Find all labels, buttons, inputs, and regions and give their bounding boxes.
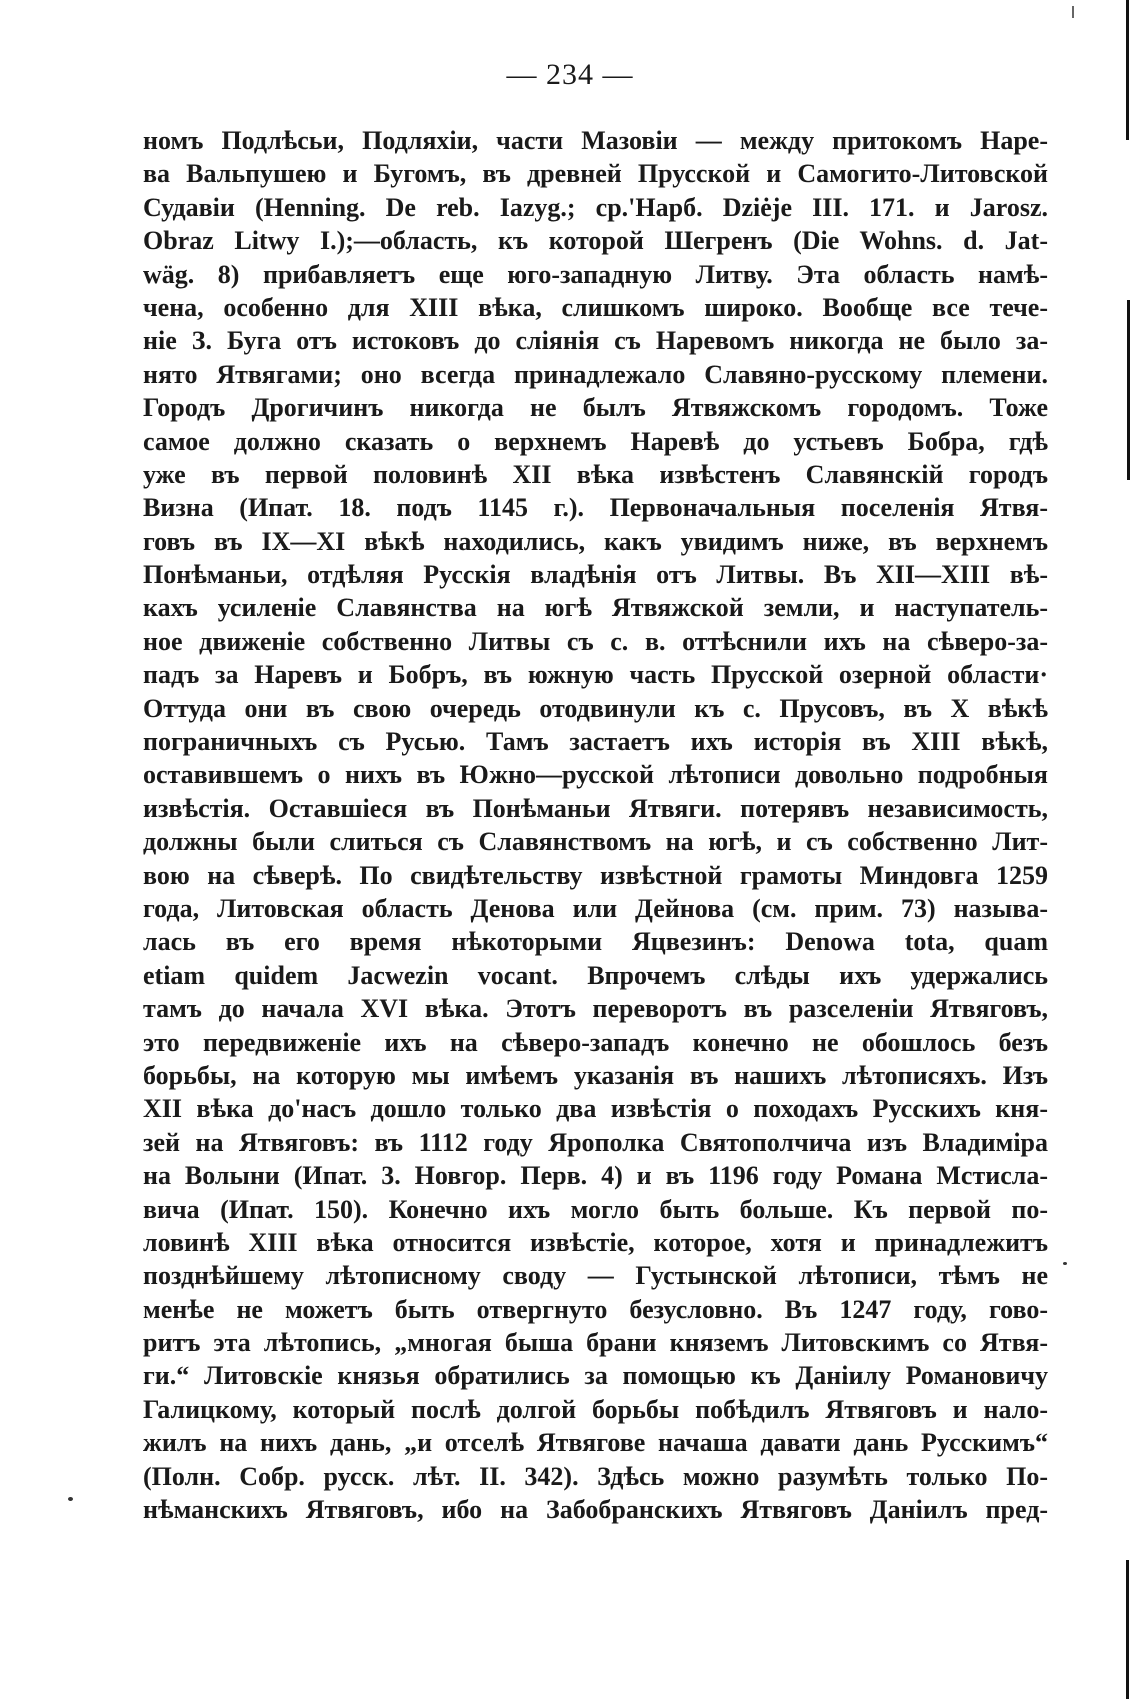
- text-line: падъ за Наревъ и Бобръ, въ южную часть Прусской озерной области·: [143, 660, 1048, 690]
- text-line: номъ Подлѣсьи, Подляхіи, части Мазовіи — между притокомъ Наре-: [143, 126, 1048, 155]
- text-line: ритъ эта лѣтопись, „многая быша брани княземъ Литовскимъ со Ятвя-: [143, 1328, 1048, 1358]
- text-line: Галицкому, который послѣ долгой борьбы побѣдилъ Ятвяговъ и нало-: [143, 1394, 1048, 1424]
- text-line: оставившемъ о нихъ въ Южно—русской лѣтописи довольно подробныя: [143, 760, 1048, 790]
- text-line: уже въ первой половинѣ XII вѣка извѣстенъ Славянскій городъ: [143, 459, 1048, 489]
- text-line: Городъ Дрогичинъ никогда не былъ Ятвяжскомъ городомъ. Тоже: [143, 393, 1048, 423]
- text-line: etiam quidem Jacwezin vocant. Впрочемъ слѣды ихъ удержались: [143, 960, 1048, 990]
- text-line: вича (Ипат. 150). Конечно ихъ могло быть больше. Къ первой по-: [143, 1194, 1048, 1224]
- body-text: [143, 124, 1048, 1560]
- text-line: это передвиженіе ихъ на сѣверо-западъ конечно не обошлось безъ: [143, 1027, 1048, 1057]
- text-line: (Полн. Собр. русск. лѣт. II. 342). Здѣсь можно разумѣть только По-: [143, 1461, 1048, 1491]
- text-line: ніе З. Буга отъ истоковъ до сліянія съ Наревомъ никогда не было за-: [143, 326, 1048, 356]
- text-line: ги.“ Литовскіе князья обратились за помощью къ Даніилу Романовичу: [143, 1361, 1048, 1391]
- scan-speck: [68, 1497, 73, 1501]
- text-line: вою на сѣверѣ. По свидѣтельству извѣстной грамоты Миндовга 1259: [143, 860, 1048, 890]
- text-line: Визна (Ипат. 18. подъ 1145 г.). Первоначальныя поселенія Ятвя-: [143, 493, 1048, 523]
- text-line: на Волыни (Ипат. 3. Новгор. Перв. 4) и въ 1196 году Романа Мстисла-: [143, 1161, 1048, 1191]
- text-line: позднѣйшему лѣтописному своду — Густынской лѣтописи, тѣмъ не: [143, 1261, 1048, 1291]
- text-line: пограничныхъ съ Русью. Тамъ застаетъ ихъ исторія въ XIII вѣкѣ,: [143, 727, 1048, 757]
- text-line: [143, 1526, 1048, 1559]
- text-line: зей на Ятвяговъ: въ 1112 году Ярополка Святополчича изъ Владиміра: [143, 1127, 1048, 1157]
- text-line: чена, особенно для XIII вѣка, слишкомъ широко. Вообще все тече-: [143, 292, 1048, 322]
- text-line: кахъ усиленіе Славянства на югѣ Ятвяжской земли, и наступатель-: [143, 593, 1048, 623]
- text-line: Оттуда они въ свою очередь отодвинули къ с. Прусовъ, въ X вѣкѣ: [143, 693, 1048, 723]
- text-line: жилъ на нихъ дань, „и отселѣ Ятвягове начаша давати дань Русскимъ“: [143, 1428, 1048, 1458]
- text-line: ва Вальпушею и Бугомъ, въ древней Прусской и Самогито-Литовской: [143, 159, 1048, 189]
- text-line: лась въ его время нѣкоторыми Яцвезинъ: Denowa tota, quam: [143, 927, 1048, 957]
- text-line: ловинѣ XIII вѣка относится извѣстіе, которое, хотя и принадлежитъ: [143, 1227, 1048, 1257]
- scan-edge-line-bottom: [1126, 1560, 1129, 1699]
- scan-speck: [1063, 1262, 1067, 1265]
- scan-edge-tick: [1072, 6, 1074, 18]
- text-line: говъ въ IX—XI вѣкѣ находились, какъ увидимъ ниже, въ верхнемъ: [143, 526, 1048, 556]
- page-number: — 234 —: [506, 58, 634, 91]
- text-line: нято Ятвягами; оно всегда принадлежало Славяно-русскому племени.: [143, 359, 1048, 389]
- text-line: извѣстія. Оставшіеся въ Понѣманьи Ятвяги. потерявъ независимость,: [143, 793, 1048, 823]
- text-line: самое должно сказать о верхнемъ Наревѣ до устьевъ Бобра, гдѣ: [143, 426, 1048, 456]
- text-line: ное движеніе собственно Литвы съ с. в. оттѣснили ихъ на сѣверо-за-: [143, 626, 1048, 656]
- text-line: Судавіи (Henning. De reb. Iazyg.; ср.'Нарб. Dziėje III. 171. и Jarosz.: [143, 192, 1048, 222]
- text-line: должны были слиться съ Славянствомъ на югѣ, и съ собственно Лит-: [143, 827, 1048, 857]
- text-line: Obraz Litwy I.);—область, къ которой Шегренъ (Die Wohns. d. Jat-: [143, 226, 1048, 256]
- text-line: года, Литовская область Денова или Дейнова (см. прим. 73) называ-: [143, 893, 1048, 923]
- scan-edge-line-mid: [1127, 300, 1130, 480]
- text-line: менѣе не можетъ быть отвергнуто безусловно. Въ 1247 году, гово-: [143, 1294, 1048, 1324]
- text-line: тамъ до начала XVI вѣка. Этотъ переворотъ въ разселеніи Ятвяговъ,: [143, 994, 1048, 1024]
- text-line: борьбы, на которую мы имѣемъ указанія въ нашихъ лѣтописяхъ. Изъ: [143, 1060, 1048, 1090]
- text-line: XII вѣка до'насъ дошло только два извѣстія о походахъ Русскихъ кня-: [143, 1094, 1048, 1124]
- text-line: нѣманскихъ Ятвяговъ, ибо на Забобранскихъ Ятвяговъ Даніилъ пред-: [143, 1495, 1048, 1525]
- text-line: Понѣманьи, отдѣляя Русскія владѣнія отъ Литвы. Въ XII—XIII вѣ-: [143, 560, 1048, 590]
- text-line: wäg. 8) прибавляетъ еще юго-западную Литву. Эта область намѣ-: [143, 259, 1048, 289]
